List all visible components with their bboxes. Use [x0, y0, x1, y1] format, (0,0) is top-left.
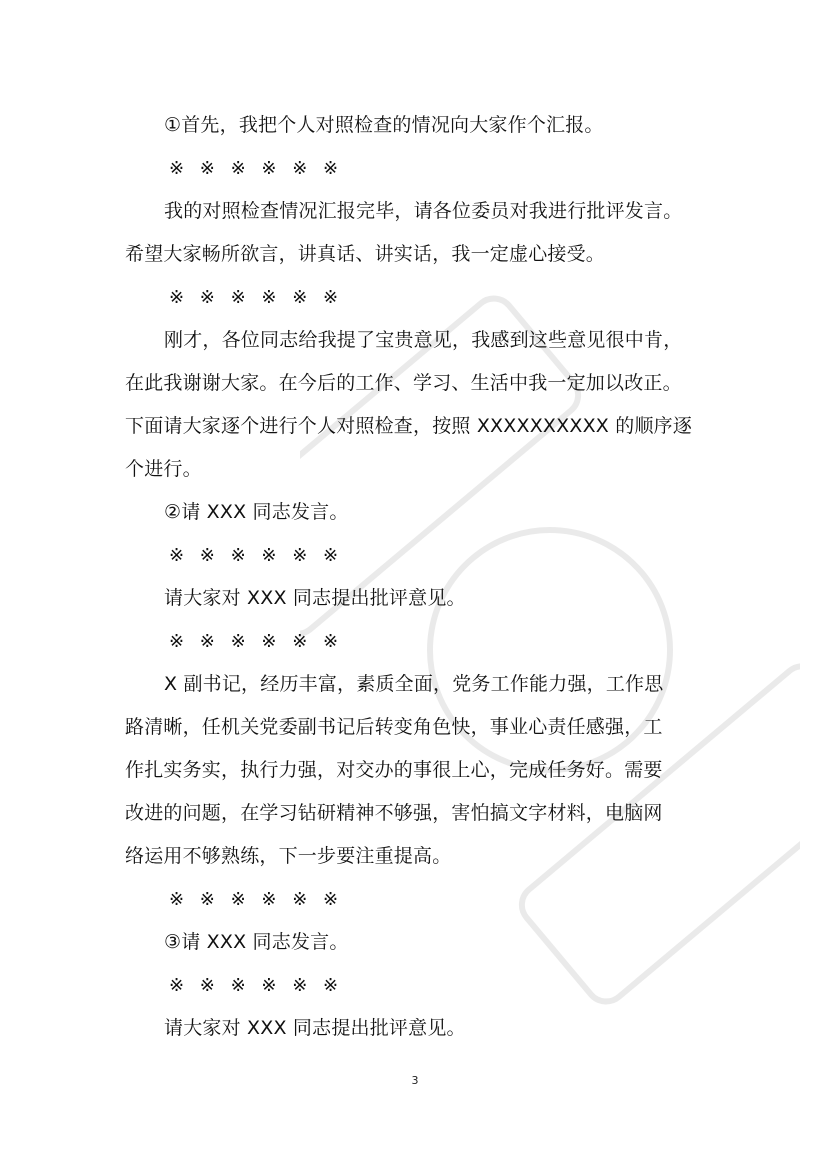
paragraph [125, 663, 725, 878]
paragraph-line: ①首先，我把个人对照检查的情况向大家作个汇报。 [164, 114, 604, 136]
document-body [125, 104, 725, 1050]
paragraph-line: 希望大家畅所欲言，讲真话、讲实话，我一定虚心接受。 [125, 243, 606, 265]
paragraph-line: 作扎实务实，执行力强，对交办的事很上心，完成任务好。需要 [125, 759, 663, 781]
paragraph [125, 1007, 725, 1050]
paragraph [125, 577, 725, 620]
separator-marks: ※ ※ ※ ※ ※ ※ [169, 545, 339, 566]
separator-marks: ※ ※ ※ ※ ※ ※ [169, 631, 339, 652]
paragraph-line: 请大家对 XXX 同志提出批评意见。 [164, 587, 466, 609]
paragraph-line: X 副书记，经历丰富，素质全面，党务工作能力强，工作思 [164, 673, 664, 695]
paragraph-line: 路清晰，任机关党委副书记后转变角色快，事业心责任感强，工 [125, 716, 663, 738]
paragraph [125, 190, 725, 276]
separator-marks: ※ ※ ※ ※ ※ ※ [169, 158, 339, 179]
paragraph [125, 491, 725, 534]
paragraph-line: 下面请大家逐个进行个人对照检查，按照 XXXXXXXXXX 的顺序逐 [125, 415, 693, 437]
paragraph-line: ③请 XXX 同志发言。 [164, 931, 349, 953]
paragraph-line: 请大家对 XXX 同志提出批评意见。 [164, 1017, 466, 1039]
page-number: 3 [411, 1074, 419, 1087]
paragraph-line: 改进的问题，在学习钻研精神不够强，害怕搞文字材料，电脑网 [125, 802, 663, 824]
paragraph-line: ②请 XXX 同志发言。 [164, 501, 349, 523]
paragraph [125, 104, 725, 147]
separator-marks: ※ ※ ※ ※ ※ ※ [169, 975, 339, 996]
paragraph-line: 个进行。 [125, 458, 202, 480]
paragraph-line: 刚才，各位同志给我提了宝贵意见，我感到这些意见很中肯， [164, 329, 683, 351]
paragraph-line: 我的对照检查情况汇报完毕，请各位委员对我进行批评发言。 [164, 200, 683, 222]
separator-marks: ※ ※ ※ ※ ※ ※ [169, 889, 339, 910]
paragraph-line: 在此我谢谢大家。在今后的工作、学习、生活中我一定加以改正。 [125, 372, 682, 394]
paragraph [125, 319, 725, 491]
paragraph [125, 921, 725, 964]
separator-marks: ※ ※ ※ ※ ※ ※ [169, 287, 339, 308]
paragraph-line: 络运用不够熟练，下一步要注重提高。 [125, 845, 452, 867]
